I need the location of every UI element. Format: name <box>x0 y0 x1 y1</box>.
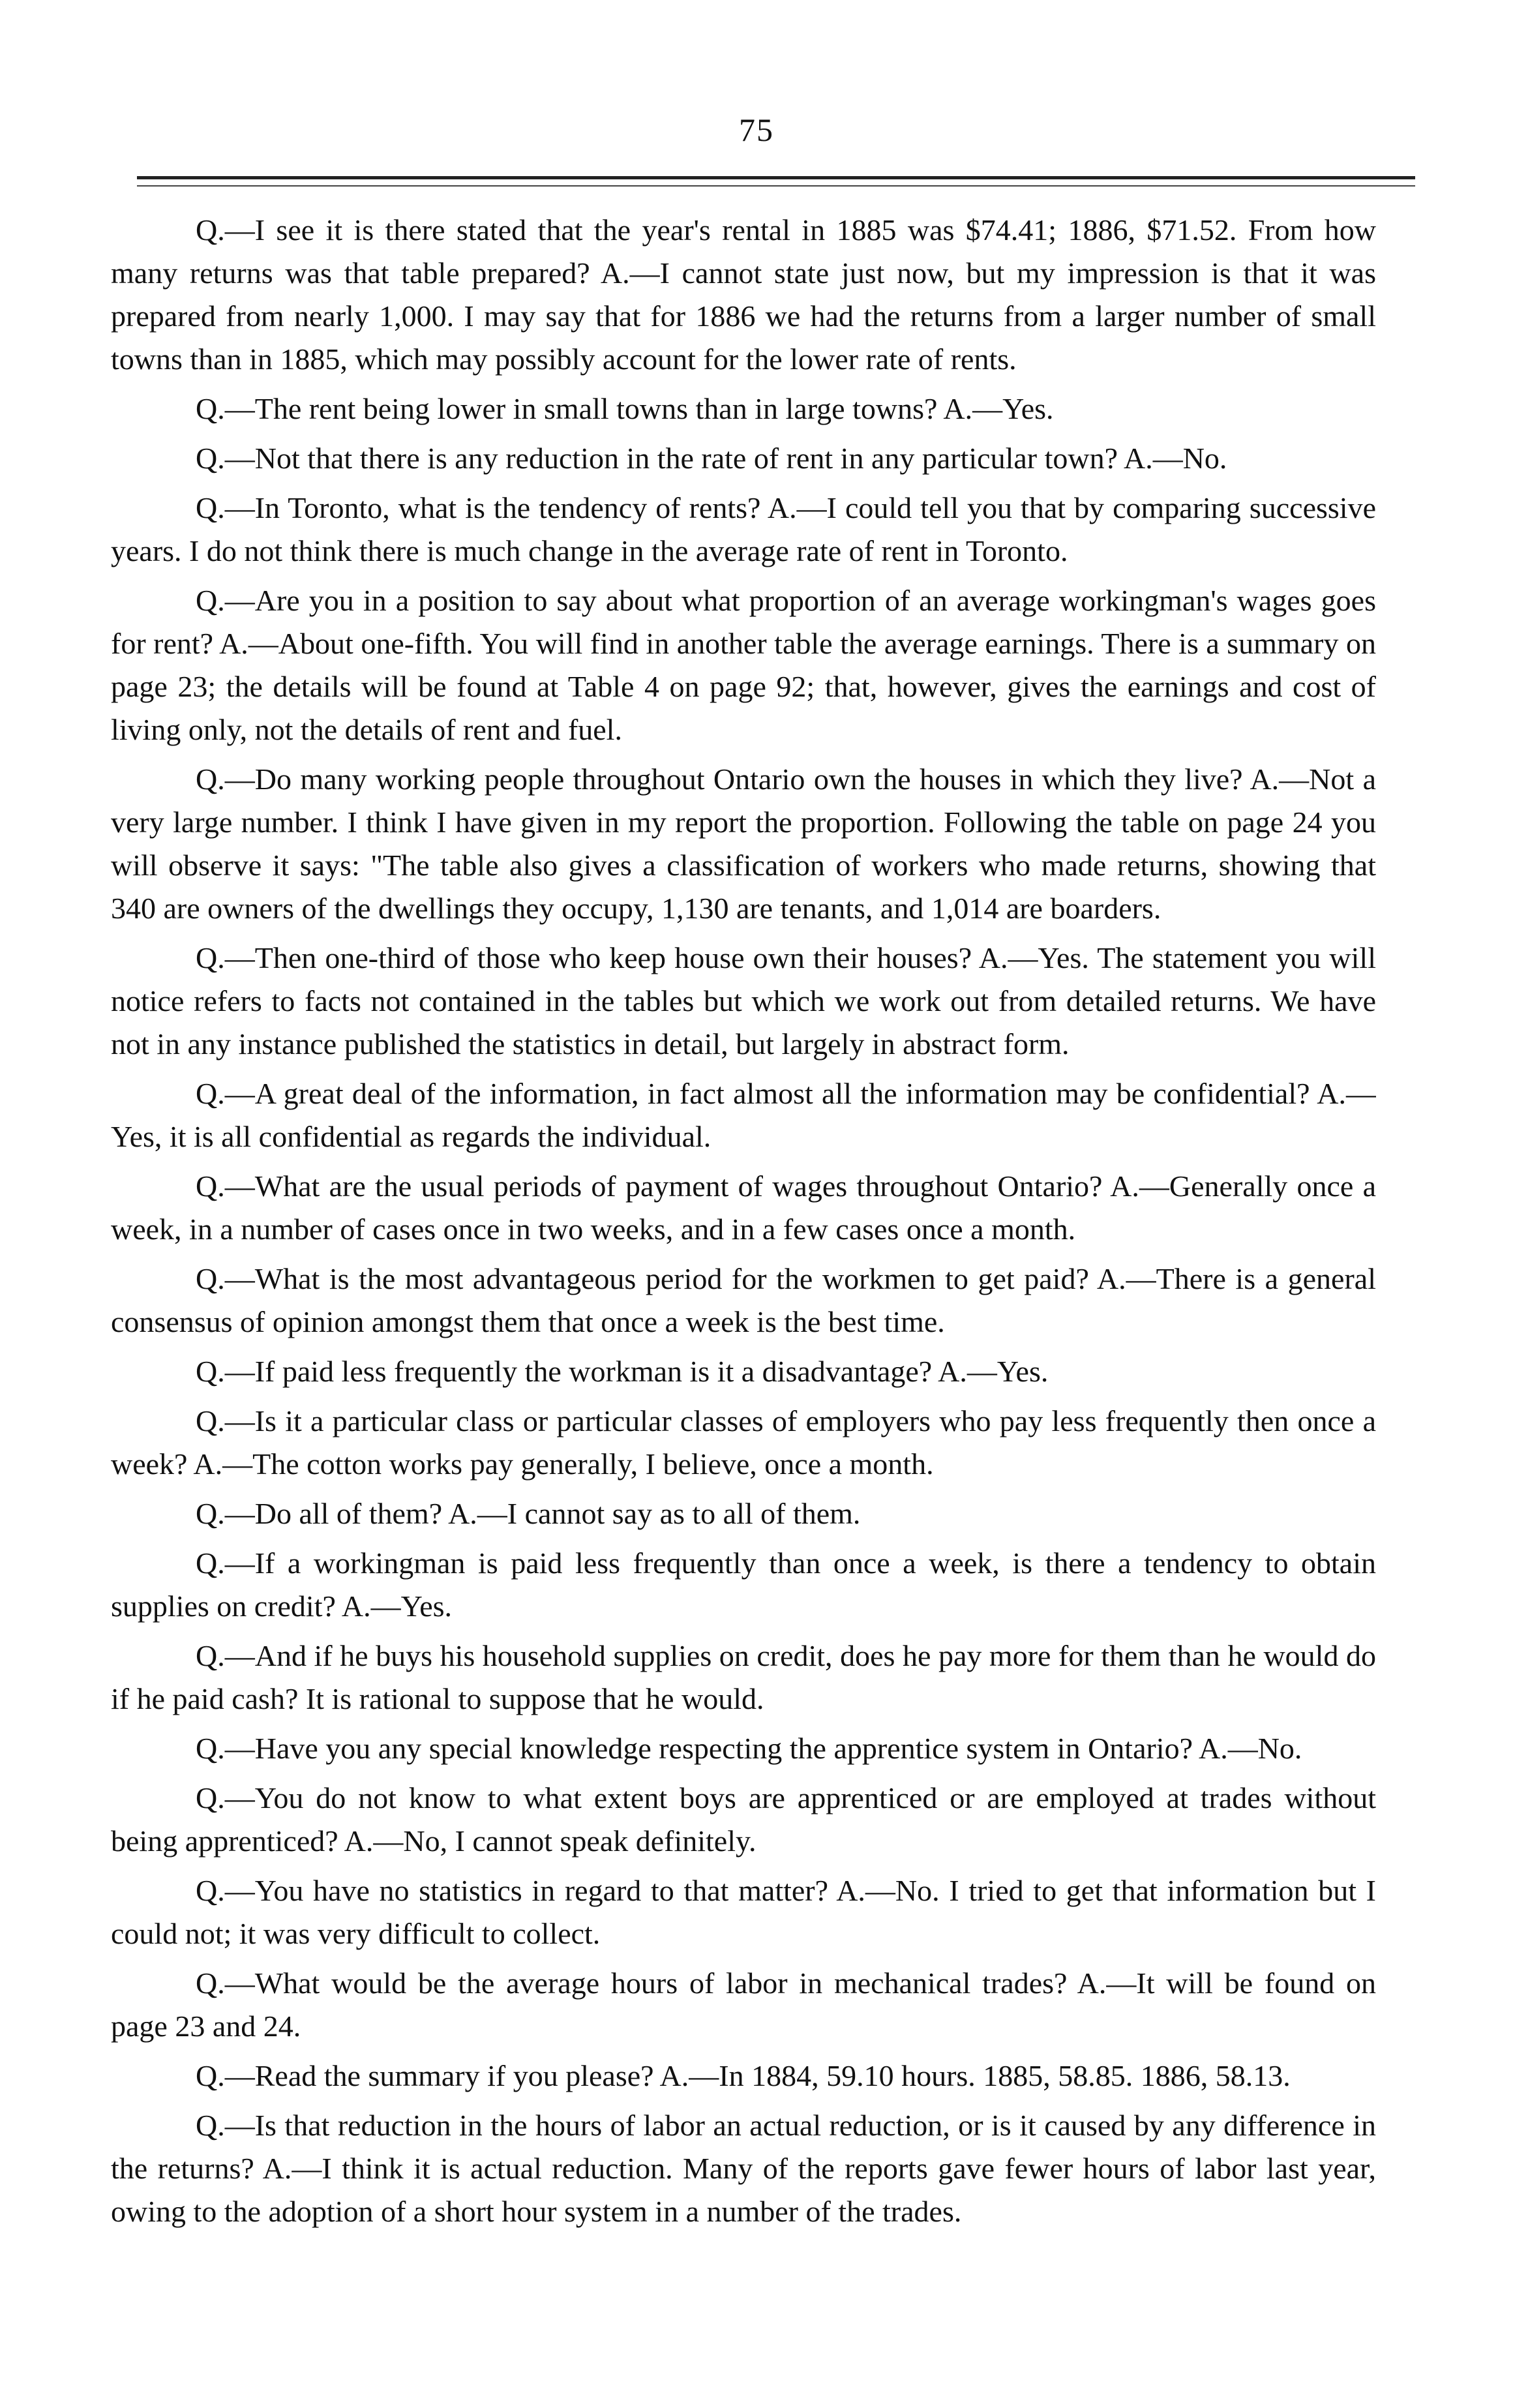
paragraph: Q.—Are you in a position to say about what proportion of an average workingman's wages goes for rent? A.—About one-fifth. You will find in another table the average earnings. There is a summary on page 23; the details will be found at Table 4 on page 92; that, however, gives the earnings and cost of living only, not the details of rent and fuel. <box>111 584 1376 746</box>
paragraph: Q.—What are the usual periods of payment of wages throughout Ontario? A.—Generally once a week, in a number of cases once in two weeks, and in a few cases once a month. <box>111 1169 1376 1246</box>
paragraph: Q.—You have no statistics in regard to that matter? A.—No. I tried to get that information but I could not; it was very difficult to collect. <box>111 1874 1376 1950</box>
paragraph: Q.—A great deal of the information, in fact almost all the information may be confidential? A.—Yes, it is all confidential as regards the individual. <box>111 1077 1376 1153</box>
paragraph: Q.—Is that reduction in the hours of labor an actual reduction, or is it caused by any difference in the returns? A.—I think it is actual reduction. Many of the reports gave fewer hours of labor last year, owing to the adoption of a short hour system in a number of the trades. <box>111 2109 1376 2228</box>
paragraph: Q.—The rent being lower in small towns than in large towns? A.—Yes. <box>196 392 1054 425</box>
paragraph: Q.—Is it a particular class or particular classes of employers who pay less frequently then once a week? A.—The cotton works pay generally, I believe, once a month. <box>111 1404 1376 1481</box>
paragraph: Q.—Read the summary if you please? A.—In 1884, 59.10 hours. 1885, 58.85. 1886, 58.13. <box>196 2059 1291 2092</box>
paragraph: Q.—Do many working people throughout Ontario own the houses in which they live? A.—Not a very large number. I think I have given in my report the proportion. Following the table on page 24 you will observe it says: "The table also gives a classification of workers who made returns, showing that 340 are owners of the dwellings they occupy, 1,130 are tenants, and 1,014 are boarders. <box>111 762 1376 925</box>
paragraph: Q.—And if he buys his household supplies on credit, does he pay more for them than he would do if he paid cash? It is rational to suppose that he would. <box>111 1639 1376 1715</box>
paragraph: Q.—Do all of them? A.—I cannot say as to all of them. <box>196 1497 861 1530</box>
paragraph: Q.—I see it is there stated that the year's rental in 1885 was $74.41; 1886, $71.52. From how many returns was that table prepared? A.—I cannot state just now, but my impression is that it was prepared from nearly 1,000. I may say that for 1886 we had the returns from a larger number of small towns than in 1885, which may possibly account for the lower rate of rents. <box>111 213 1376 376</box>
body-text <box>111 209 1376 2335</box>
paragraph: Q.—Not that there is any reduction in the rate of rent in any particular town? A.—No. <box>196 442 1227 475</box>
header-rule <box>137 176 1415 179</box>
paragraph: Q.—In Toronto, what is the tendency of rents? A.—I could tell you that by comparing successive years. I do not think there is much change in the average rate of rent in Toronto. <box>111 491 1376 567</box>
paragraph: Q.—If a workingman is paid less frequently than once a week, is there a tendency to obtain supplies on credit? A.—Yes. <box>111 1546 1376 1623</box>
paragraph: Q.—If paid less frequently the workman is it a disadvantage? A.—Yes. <box>196 1355 1049 1388</box>
paragraph: Q.—What is the most advantageous period for the workmen to get paid? A.—There is a general consensus of opinion amongst them that once a week is the best time. <box>111 1262 1376 1338</box>
page-number: 75 <box>739 112 774 148</box>
paragraph: Q.—You do not know to what extent boys are apprenticed or are employed at trades without being apprenticed? A.—No, I cannot speak definitely. <box>111 1781 1376 1858</box>
paragraph: Q.—Have you any special knowledge respecting the apprentice system in Ontario? A.—No. <box>196 1732 1302 1765</box>
paragraph: Q.—Then one-third of those who keep house own their houses? A.—Yes. The statement you will notice refers to facts not contained in the tables but which we work out from detailed returns. We have not in any instance published the statistics in detail, but largely in abstract form. <box>111 941 1376 1061</box>
paragraph: Q.—What would be the average hours of labor in mechanical trades? A.—It will be found on page 23 and 24. <box>111 1966 1376 2043</box>
header-rule-thin <box>137 185 1415 187</box>
